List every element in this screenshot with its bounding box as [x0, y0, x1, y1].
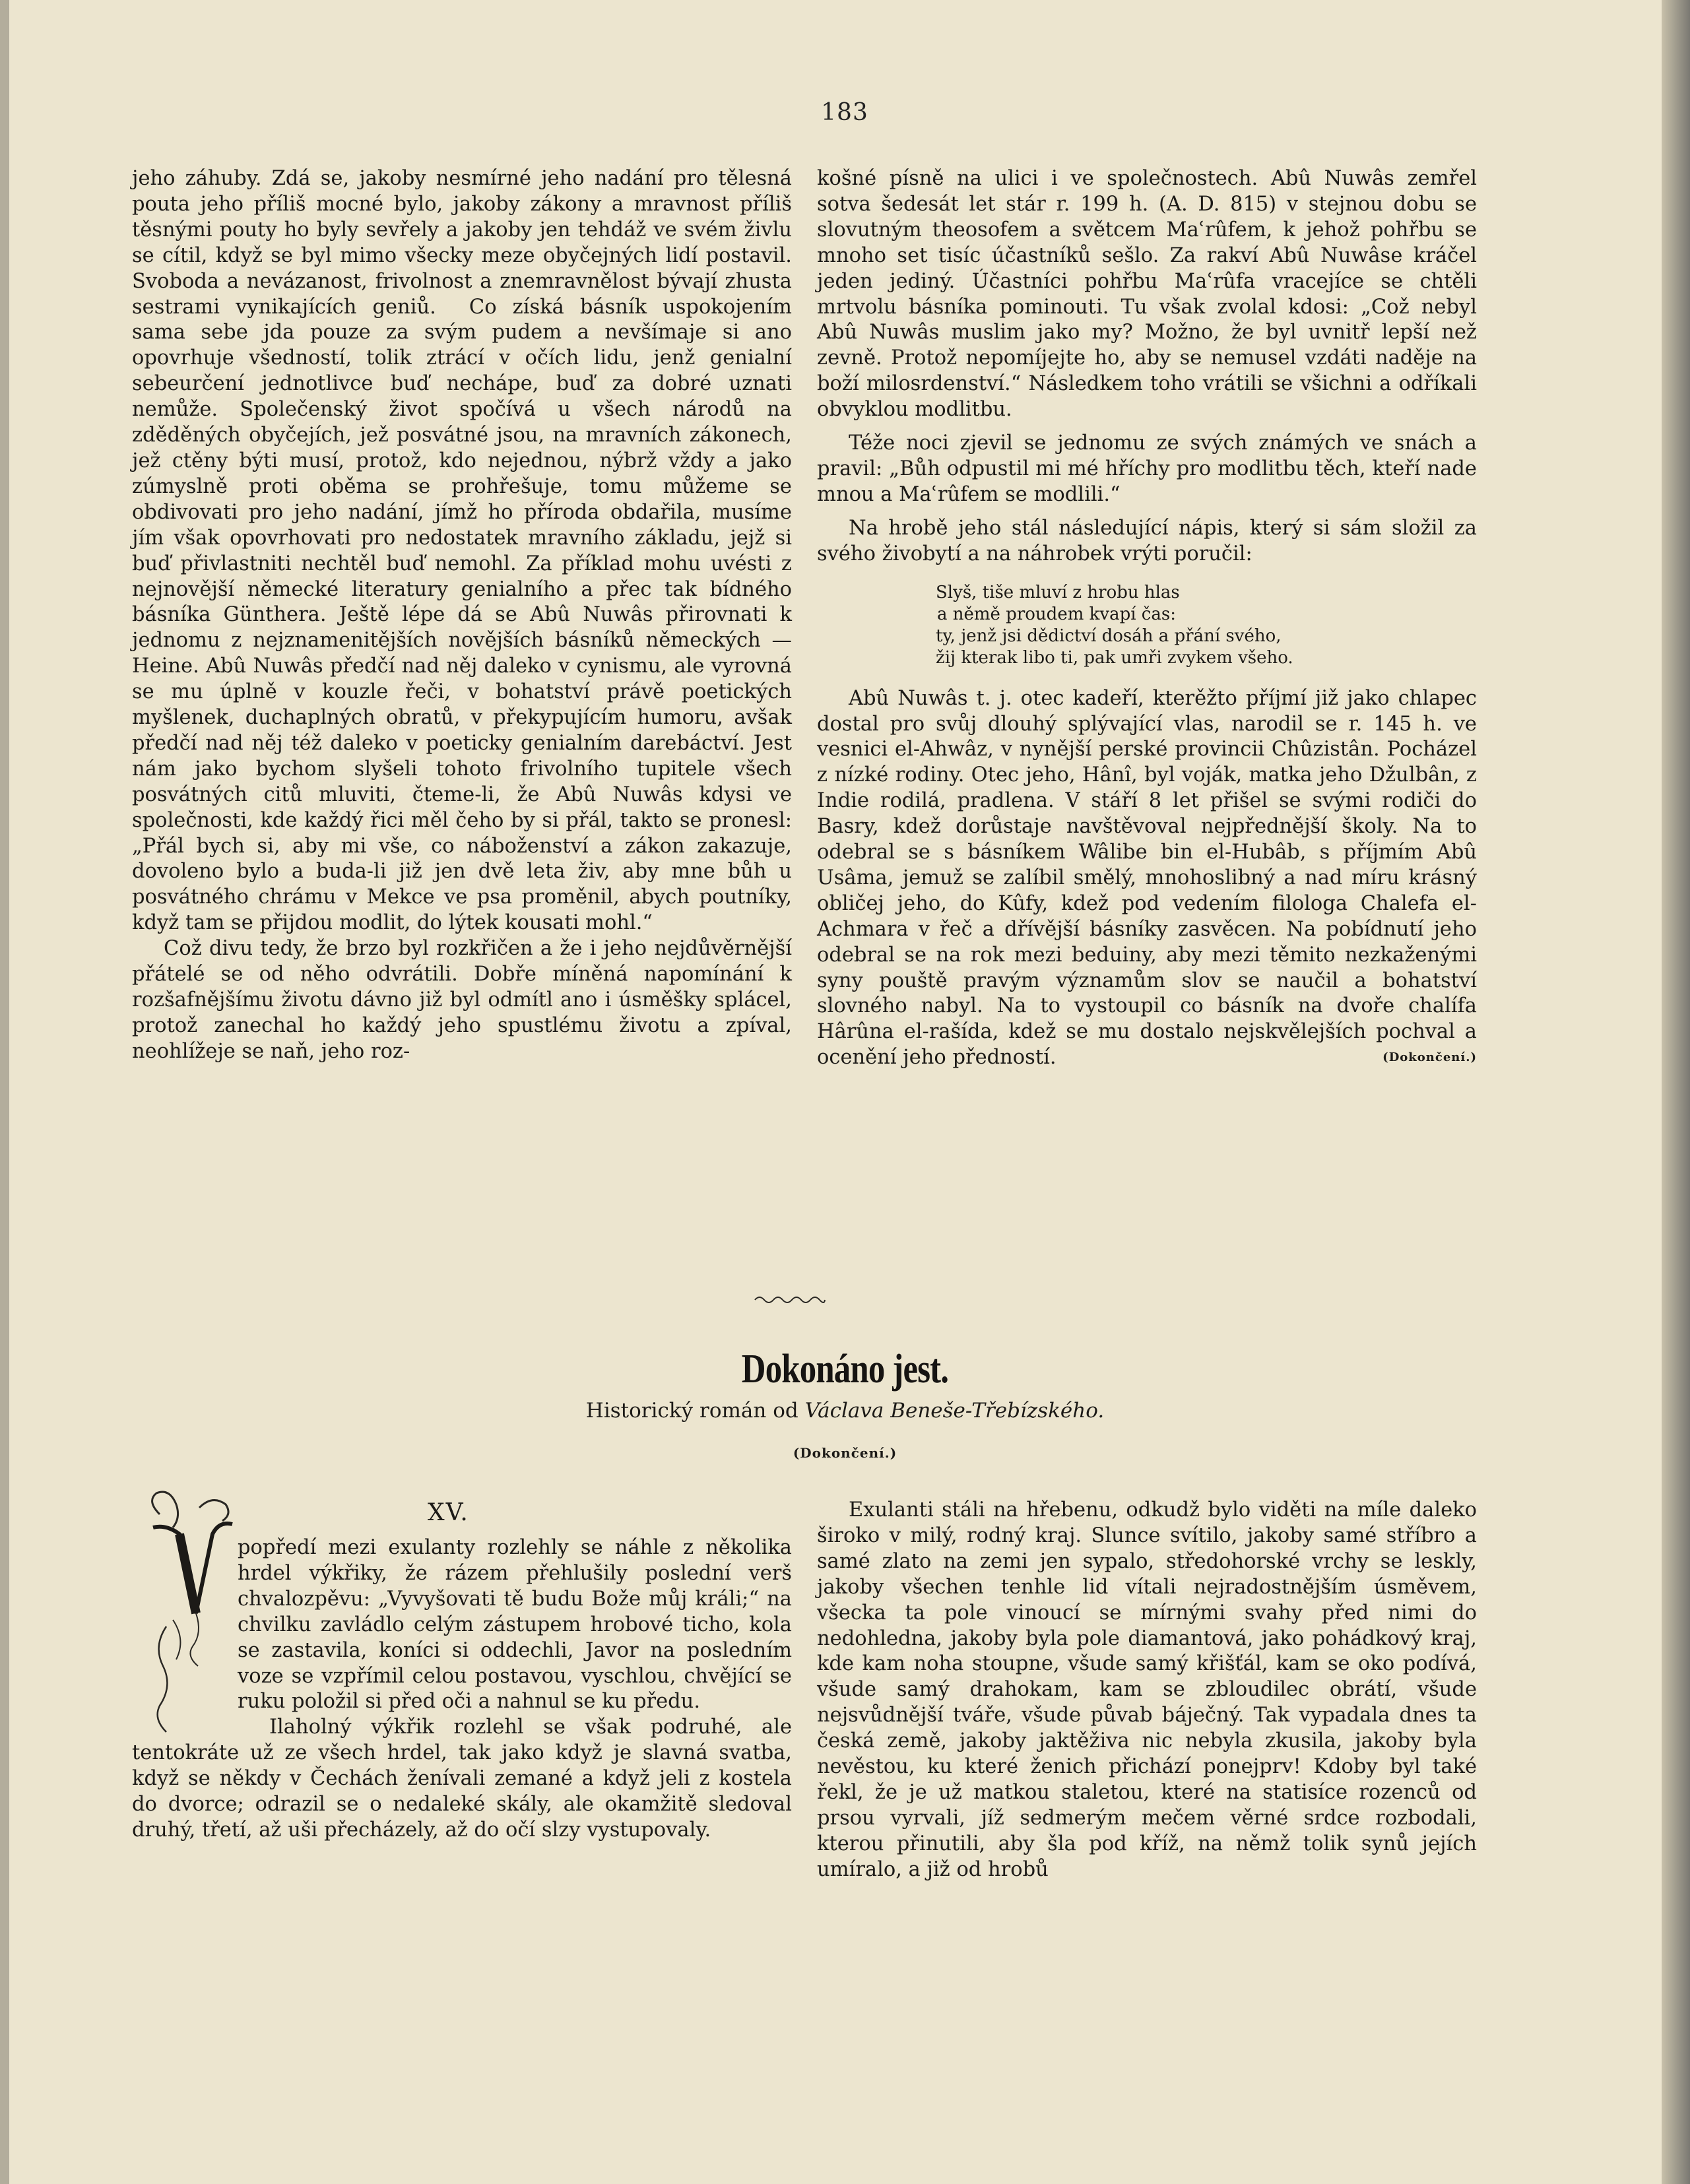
paragraph: Téže noci zjevil se jednomu ze svých známých ve snách a pravil: „Bůh odpustil mi mé hříchy pro modlitbu těch, kteří nade mnou a Maʿrûfem se modlili.“: [817, 432, 1477, 506]
page-number: 183: [821, 99, 868, 126]
paragraph: popředí mezi exulanty rozlehly se náhle z několika hrdel výkřiky, že rázem přehlušily poslední verš chvalozpěvu: „Vyvyšovati tě budu Bože můj králi;“ na chvilku zavládlo celým zástupem hrobové ticho, kola se zastavila, koníci si oddechli, Javor na posledním voze se vzpřímil celou postavou, vyschlou, chvějící se ruku položil si před oči a nahnul se ku předu.: [238, 1536, 792, 1714]
chapter-number: XV.: [428, 1499, 469, 1526]
article-title: Dokonáno jest.: [741, 1347, 949, 1392]
article-author: Václava Beneše-Třebízského.: [804, 1399, 1105, 1423]
right-column-top: [817, 166, 1477, 1071]
paragraph-inline: Co získá básník uspokojením sama sebe jda pouze za svým pudem a nevšímaje si ano opovrhuje všedností, tolik ztrácí v očích lidu, jenž genialní sebeurčení jednotlivce buď nechápe, buď za dobré uznati nemůže. Společenský život spočívá u všech národů na zděděných obyčejích, jež posvátné jsou, na mravních zákonech, jež ctěny býti musí, protož, kdo nejednou, nýbrž vždy a jako zúmyslně proti oběma se prohřešuje, tomu můžeme se obdivovati pro jeho nadání, jímž ho příroda obdařila, musíme jím však opovrhovati pro nedostatek mravního základu, jejž si buď přivlastniti nechtěl buď nemohl. Za příklad mohu uvésti z nejnovější německé literatury genialního a přec tak bídného básníka Günthera. Ještě lépe dá se Abû Nuwâs přirovnati k jednomu z nejznamenitějších novějších básníků německých — Heine. Abû Nuwâs předčí nad něj daleko v cynismu, ale vyrovná se mu úplně v kouzle řeči, v bohatství právě poetických myšlenek, duchaplných obratů, v překypujícím humoru, avšak předčí nad něj též daleko v poeticky genialním darebáctví. Jest nám jako bychom slyšeli tohoto frivolního tupitele všech posvátných citů mluviti, čteme-li, že Abû Nuwâs kdysi ve společnosti, kde každý řici měl čeho by si přál, takto se pronesl: „Přál bych si, aby mi vše, co náboženství a zákon zakazuje, dovoleno bylo a buda-li již jen dvě leta živ, aby mne bůh u posvátného chrámu v Mekce ve psa proměnil, abych poutníky, když tam se přijdou modlit, do lýtek kousati mohl.“: [132, 295, 792, 935]
paragraph: Ilaholný výkřik rozlehl se však podruhé, ale tentokráte už ze všech hrdel, tak jako když je slavná svatba, když se někdy v Čechách ženívali zemané a když jeli z kostela do dvorce; odrazil se o nedaleké skály, ale okamžitě sledoval druhý, třetí, až uši přecházely, až do očí slzy vystupovaly.: [132, 1716, 792, 1842]
verse-line: ty, jenž jsi dědictví dosáh a přání svého,: [936, 626, 1282, 646]
paragraph: Abû Nuwâs t. j. otec kadeří, kterěžto příjmí již jako chlapec dostal pro svůj dlouhý splývající vlas, narodil se r. 145 h. ve vesnici el-Ahwâz, v nynější perské provincii Chûzistân. Pocházel z nízké rodiny. Otec jeho, Hânî, byl voják, matka jeho Džulbân, z Indie rodilá, pradlena. V stáří 8 let přišel se svými rodiči do Basry, kdež dorůstaje navštěvoval nejpřednější školy. Na to odebral se s básníkem Wâlibe bin el-Hubâb, s příjmím Abû Usâma, jemuž se zalíbil smělý, mnohoslibný a nad míru krásný obličej jeho, do Kûfy, kdež pod vedením filologa Chalefa el-Achmara v řeč a dřívější básníky zasvěcen. Na pobídnutí jeho odebral se na rok mezi beduiny, aby mezi těmito nezkaženými syny pouště pravým významům slov se naučil a bohatství slovného nabyl. Na to vystoupil co básník na dvoře chalífa Hârûna el-rašída, kdež se mu dostalo nejskvělejších pochval a ocenění jeho předností.: [817, 686, 1477, 1070]
initial-space: [132, 1535, 238, 1737]
left-column-bottom: [132, 1535, 792, 1844]
paragraph: Exulanti stáli na hřebenu, odkudž bylo viděti na míle daleko široko v milý, rodný kraj. Slunce svítilo, jakoby samé stříbro a samé zlato na zemi jen sypalo, středohorské vrchy se leskly, jakoby všechen tenhle lid vítali nejradostnějším úsměvem, všecka ta pole vinoucí se mírnými svahy před nimi do nedohledna, jakoby byla pole diamantová, jako pohádkový kraj, kde kam noha stoupne, všude samý křišťál, kam se oko podívá, všude samý drahokam, kam se zbloudilec obrátí, všude nejsvůdnější tváře, všude půvab báječný. Tak vypadala dnes ta česká země, jakoby jaktěživa nic nebyla zkusila, jakoby byla nevěstou, ku které ženich přichází ponejprv! Kdoby byl také řekl, že je už matkou staletou, které na statisíce rozenců od prsou vyrvali, jíž sedmerým mečem věrné srdce rozbodali, kterou přinutili, aby šla pod kříž, na němž tolik synů jejích umíralo, a již od hrobů: [817, 1498, 1477, 1881]
verse-line: a němě proudem kvapí čas:: [937, 604, 1176, 624]
verse-line: žij kterak libo ti, pak umři zvykem všeho.: [936, 647, 1293, 668]
continued-note-center: (Dokončení.): [793, 1445, 897, 1461]
left-column-top: [132, 166, 792, 1065]
continued-note: (Dokončení.): [1382, 1050, 1477, 1065]
article-subtitle: [0, 1399, 1690, 1423]
paragraph: košné písně na ulici i ve společnostech. Abû Nuwâs zemřel sotva šedesát let stár r. 199 h. (A. D. 815) v stejnou dobu se slovutným theosofem a světcem Maʿrûfem, k jehož pohřbu se mnoho set tisíc účastníků sešlo. Za rakví Abû Nuwâse kráčel jeden jediný. Účastníci pohřbu Maʿrûfa vracejíce se chtěli mrtvolu básníka pominouti. Tu však zvolal kdosi: „Což nebyl Abû Nuwâs muslim jako my? Možno, že byl uvnitř lepší než zevně. Protož nepomíjejte ho, aby se nemusel vzdáti naděje na boží milosrdenství.“ Následkem toho vrátili se všichni a odříkali obvyklou modlitbu.: [817, 167, 1477, 422]
epitaph-verse: [936, 582, 1477, 669]
paragraph: jeho záhuby. Zdá se, jakoby nesmírné jeho nadání pro tělesná pouta jeho příliš mocné bylo, jakoby zákony a mravnost příliš těsnými pouty ho byly sevřely a jakoby jen tehdáž ve svém živlu se cítil, když se byl mimo všecky meze obyčejných lidí postavil. Svoboda a nevázanost, frivolnost a znemravnělost bývají zhusta sestrami vynikajících geniů.: [132, 167, 792, 319]
paragraph: Na hrobě jeho stál následující nápis, který si sám složil za svého živobytí a na náhrobek vrýti poručil:: [817, 516, 1477, 565]
page-edge-right: [1662, 0, 1690, 2184]
page-edge-left: [0, 0, 9, 2184]
paragraph: Což divu tedy, že brzo byl rozkřičen a že i jeho nejdůvěrnější přátelé se od něho odvrátili. Dobře míněná napomínání k rozšafnějšímu životu dávno již byl odmítl ano i úsměšky splácel, protož zanechal ho každý jeho spustlému životu a zpíval, neohlížeje se naň, jeho roz-: [132, 937, 792, 1063]
verse-line: Slyš, tiše mluví z hrobu hlas: [936, 582, 1180, 602]
separator-ornament: [754, 1292, 826, 1308]
subtitle-prefix: Historický román od: [585, 1399, 798, 1423]
right-column-bottom: [817, 1498, 1477, 1883]
